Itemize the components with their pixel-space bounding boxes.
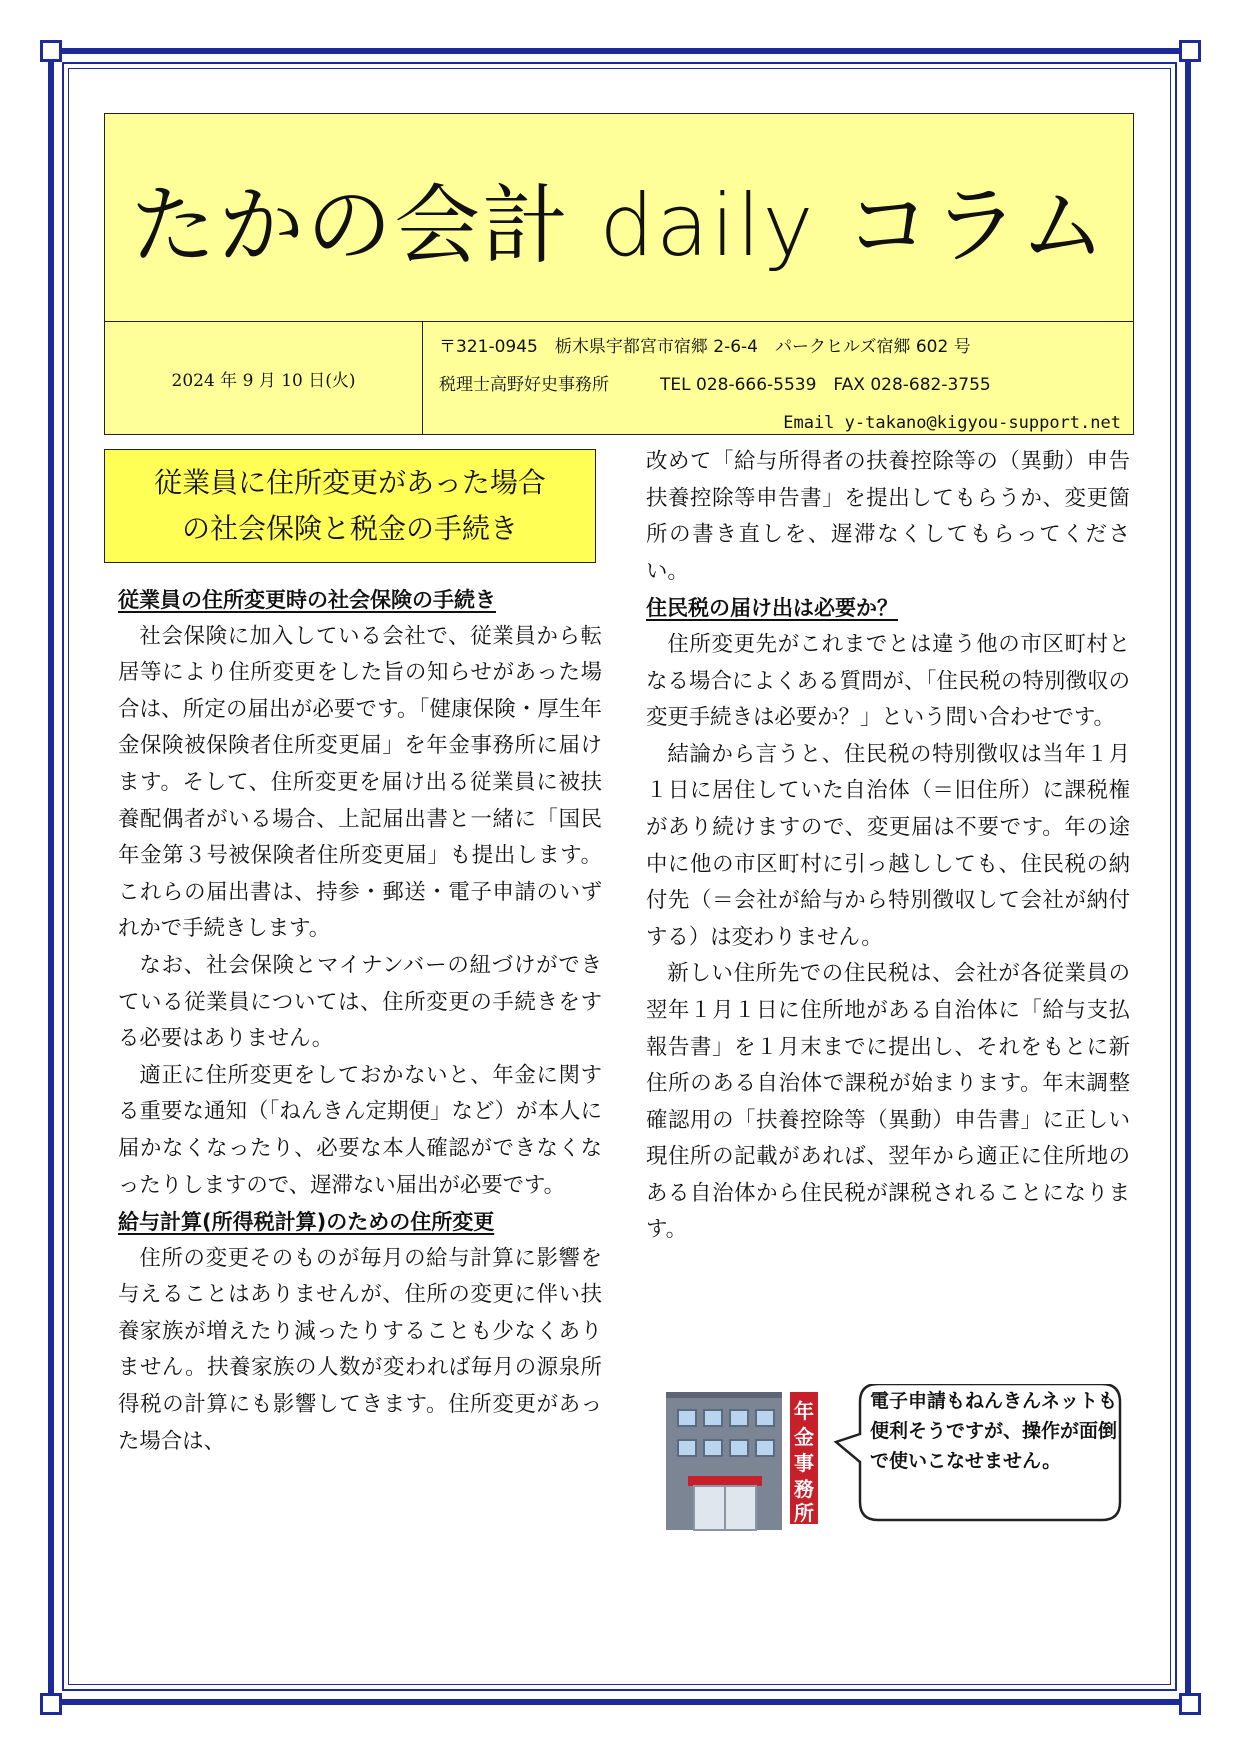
svg-text:金: 金 (794, 1425, 814, 1449)
section-heading-resident-tax: 住民税の届け出は必要か？ (646, 596, 898, 621)
border-corner-bottom-right (1179, 1693, 1201, 1715)
illustration (664, 1384, 1124, 1534)
office-name-phone: 税理士高野好史事務所 TEL 028-666-5539 FAX 028-682-3755 (439, 375, 991, 395)
left-column (118, 582, 602, 1460)
paragraph: 結論から言うと、住民税の特別徴収は当年１月１日に居住していた自治体（＝旧住所）に課税権があり続けますので、変更届は不要です。年の途中に他の市区町村に引っ越ししても、住民税の納付先（＝会社が給与から特別徴収して会社が納付する）は変わりません。 (646, 741, 1130, 950)
right-column (646, 444, 1130, 1249)
article-headline (104, 449, 596, 563)
paragraph: 新しい住所先での住民税は、会社が各従業員の翌年１月１日に住所地がある自治体に「給与支払報告書」を１月末までに提出し、それをもとに新住所のある自治体で課税が始まります。年末調整確認用の「扶養控除等（異動）申告書」に正しい現住所の記載があれば、翌年から適正に住所地のある自治体から住民税が課税されることになります。 (646, 961, 1130, 1243)
section-heading-social-insurance: 従業員の住所変更時の社会保険の手続き (118, 588, 496, 612)
border-corner-bottom-left (40, 1693, 62, 1715)
paragraph: 社会保険に加入している会社で、従業員から転居等により住所変更をした旨の知らせがあった場合は、所定の届出が必要です。「健康保険・厚生年金保険被保険者住所変更届」を年金事務所に届けます。そして、住所変更を届け出る従業員に被扶養配偶者がいる場合、上記届出書と一緒に「国民年金第３号被保険者住所変更届」も提出します。これらの届出書は、持参・郵送・電子申請のいずれかで手続きします。 (118, 623, 602, 942)
headline-line-2: の社会保険と税金の手続き (181, 512, 518, 545)
section-heading-payroll: 給与計算(所得税計算)のための住所変更 (118, 1210, 495, 1235)
office-contact (439, 328, 1129, 442)
issue-date: 2024 年 9 月 10 日(火) (105, 322, 423, 434)
paragraph: 住所の変更そのものが毎月の給与計算に影響を与えることはありませんが、住所の変更に伴い扶養家族が増えたり減ったりすることも少なくありません。扶養家族の人数が変われば毎月の源泉所得税の計算にも影響してきます。住所変更があった場合は、 (118, 1245, 602, 1454)
masthead (104, 113, 1134, 435)
paragraph: 改めて「給与所得者の扶養控除等の（異動）申告扶養控除等申告書」を提出してもらうか、変更箇所の書き直しを、遅滞なくしてもらってください。 (646, 449, 1130, 584)
svg-text:事: 事 (794, 1451, 814, 1475)
office-address: 〒321-0945 栃木県宇都宮市宿郷 2-6-4 パークヒルズ宿郷 602 号 (439, 337, 971, 357)
paragraph: 適正に住所変更をしておかないと、年金に関する重要な通知（「ねんきん定期便」など）が本人に届かなくなったり、必要な本人確認ができなくなったりしますので、遅滞ない届出が必要です。 (118, 1062, 602, 1198)
svg-text:務: 務 (794, 1477, 814, 1501)
speech-bubble-text: 電子申請もねんきんネットも便利そうですが、操作が面倒で使いこなせません。 (870, 1390, 1118, 1472)
office-email: Email y-takano@kigyou-support.net (783, 413, 1121, 433)
masthead-title: たかの会計 daily コラム (105, 114, 1133, 322)
headline-line-1: 従業員に住所変更があった場合 (154, 466, 546, 499)
paragraph: なお、社会保険とマイナンバーの紐づけができている従業員については、住所変更の手続きをする必要はありません。 (118, 952, 602, 1052)
paragraph: 住所変更先がこれまでとは違う他の市区町村となる場合によくある質問が、「住民税の特別徴収の変更手続きは必要か？」という問い合わせです。 (646, 631, 1130, 731)
svg-text:年: 年 (794, 1399, 814, 1423)
border-corner-top-right (1179, 40, 1201, 62)
svg-text:所: 所 (794, 1501, 814, 1525)
border-corner-top-left (40, 40, 62, 62)
